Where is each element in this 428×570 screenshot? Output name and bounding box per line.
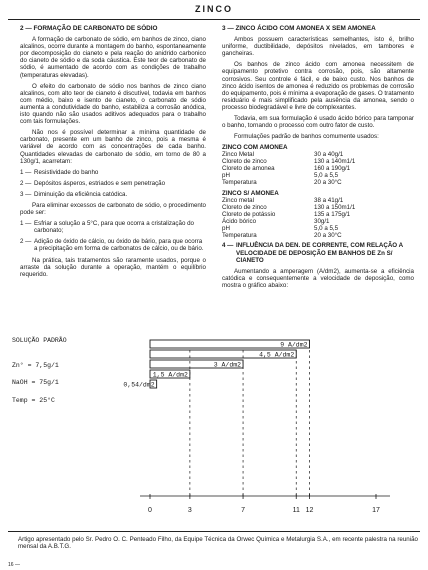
list-item: 1 — Esfriar a solução a 5°C, para que ocorra a cristalização do carbonato;: [20, 220, 194, 235]
legend-line: Temp = 25°C: [12, 397, 55, 404]
page-title: ZINCO: [195, 4, 233, 14]
formulation-row: Zinco metal 38 a 41g/1: [222, 197, 344, 205]
bar-label: 4,5 A/dm2: [259, 351, 295, 359]
deposition-chart: [8, 332, 420, 532]
left-paragraph: Não nos é possível determinar a mínima quantidade de carbonato, presente em um banho de zinco, pois a mesma é variável de acordo com as concentrações de cada banho. Quantidades elevadas de carbonato de sódio, em torno de 80 a 130g/1, acarretam:: [20, 129, 206, 165]
left-paragraph: O efeito do carbonato de sódio nos banhos de zinco ciano alcalinos, com alto teor de cianeto é discutível, todavia em banhos com médio, baixo e isento de cianeto, o carbonato de sódio aumenta a condutividade do banho, estabiliza a corrosão anódica, isto quando não são usados aditivos adequados para o trabalho com tais formulações.: [20, 82, 206, 126]
section-3-heading: 3 — ZINCO ÁCIDO COM AMONEA X SEM AMONEA: [222, 25, 376, 32]
chart-plot: [123, 340, 390, 514]
list-item: 1 — Resistividade do banho: [20, 168, 99, 176]
procedure-list: [20, 220, 206, 252]
right-paragraph: Todavia, em sua formulação é usado ácido bórico para tamponar o banho, tornando o processo com outro fator de custo.: [222, 115, 414, 130]
x-tick-label: 7: [241, 507, 246, 514]
right-paragraph: Aumentando a amperagem (A/dm2), aumenta-se a eficiência catódica e consequentemente a velocidade de deposição, como mostra o gráfico abaixo:: [222, 267, 414, 289]
formulation-row: Cloreto de zinco 130 a 150m1/1: [222, 203, 356, 211]
footer-note: Artigo apresentado pelo Sr. Pedro O. C. Penteado Filho, da Equipe Técnica da Orwec Química e Metalurgia S.A., em recente palestra na reunião mensal da A.B.T.G.: [18, 536, 418, 551]
formulation-row: pH 5,0 a 5,5: [222, 172, 339, 180]
formulation-row: Temperatura 20 a 30°C: [222, 231, 342, 239]
formulation-row: Temperatura 20 a 30°C: [222, 179, 342, 187]
formulation-title: ZINCO S/ AMONEA: [222, 189, 279, 197]
formulation-row: Cloreto de potássio 135 a 175g/1: [222, 210, 351, 218]
formulation-without-amonea: [222, 190, 414, 240]
legend-title: SOLUÇÃO PADRÃO: [12, 337, 67, 344]
right-column: [222, 25, 414, 293]
list-item: 2 — Depósitos ásperos, estriados e sem penetração: [20, 179, 166, 187]
section-4-heading: 4 — INFLUÊNCIA DA DEN. DE CORRENTE, COM RELAÇÃO A VELOCIDADE DE DEPOSIÇÃO EM BANHOS DE Zn S/ CIANETO: [222, 242, 403, 264]
bar-label: 3 A/dm2: [213, 361, 242, 369]
x-tick-label: 17: [372, 507, 380, 514]
bar-label: 9 A/dm2: [280, 341, 308, 349]
left-paragraph: A formação de carbonato de sódio, em banhos de zinco, ciano alcalinos, ocorre durante a montagem do banho, espontaneamente por decomposição do cianeto e pela reação do anidrido carbonico do cianeto de sódio e da soda cáustica. Este teor de carbonato de sódio, é aumentado de acordo com as condições de trabalho (temperaturas elevadas).: [20, 36, 206, 79]
formulation-title: ZINCO COM AMONEA: [222, 144, 288, 152]
list-item: 3 — Diminuição da eficiência catódica.: [20, 190, 128, 198]
legend-line: NaOH = 75g/1: [12, 379, 59, 386]
effects-list: [20, 169, 206, 198]
right-paragraph: Ambos possuem características semelhantes, isto é, brilho uniforme, ductibilidade, depósitos nivelados, em tambores e gancheiras.: [222, 36, 414, 58]
chart-svg: [8, 332, 420, 532]
x-tick-label: 0: [148, 507, 152, 514]
legend-line: Zn° = 7,5g/1: [12, 362, 59, 369]
header-rule: [8, 19, 420, 20]
page-number: 16 —: [8, 562, 20, 568]
x-tick-label: 12: [305, 507, 314, 514]
section-4: [222, 242, 414, 263]
chart-legend: [12, 336, 67, 404]
right-paragraph: Os banhos de zinco ácido com amonea necessitem de equipamento protetivo contra corrosão, pois, são altamente corrosivos. Seu controle é fácil, e de baixo custo. Nos banhos de zinco ácido isentos de amonea é reduzido os problemas de corrosão do equipamento, pois é mínima a evaporação de gases. O tratamento residuário é mais simplificado pela ausência da amonea, sendo o processo biodegradável e livre de complexantes.: [222, 61, 414, 111]
footer-rule: [8, 531, 420, 532]
formulation-row: pH 5,0 a 5,5: [222, 224, 339, 232]
left-paragraph: Na prática, tais tratamentos são raramente usados, porque o arraste da solução durante a operação, mantém o equilíbrio requerido.: [20, 256, 206, 278]
bar-label: 1,5 A/dm2: [152, 371, 188, 379]
left-paragraph: Para eliminar excessos de carbonato de sódio, o procedimento pode ser:: [20, 201, 206, 217]
formulation-row: Cloreto de zinco 130 a 140m1/1: [222, 158, 356, 166]
formulation-row: Cloreto de amonea 160 a 190g/1: [222, 165, 351, 173]
right-paragraph: Formulações padrão de banhos comumente usados:: [234, 133, 379, 141]
left-column: [20, 25, 206, 282]
x-tick-label: 11: [292, 507, 300, 514]
x-tick-label: 3: [187, 507, 192, 514]
formulation-row: Ácido bórico 30g/1: [222, 217, 330, 225]
list-item: 2 — Adição de óxido de cálcio, ou óxido de bário, para que ocorra a precipitação em forma de carbonatos de cálcio, ou de bário.: [20, 238, 204, 253]
formulation-with-amonea: [222, 144, 414, 187]
formulation-row: Zinco Metal 30 a 40g/1: [222, 151, 344, 159]
bar-label: 0,54/dm2: [123, 381, 155, 389]
section-2-heading: 2 — FORMAÇÃO DE CARBONATO DE SÓDIO: [20, 25, 158, 32]
